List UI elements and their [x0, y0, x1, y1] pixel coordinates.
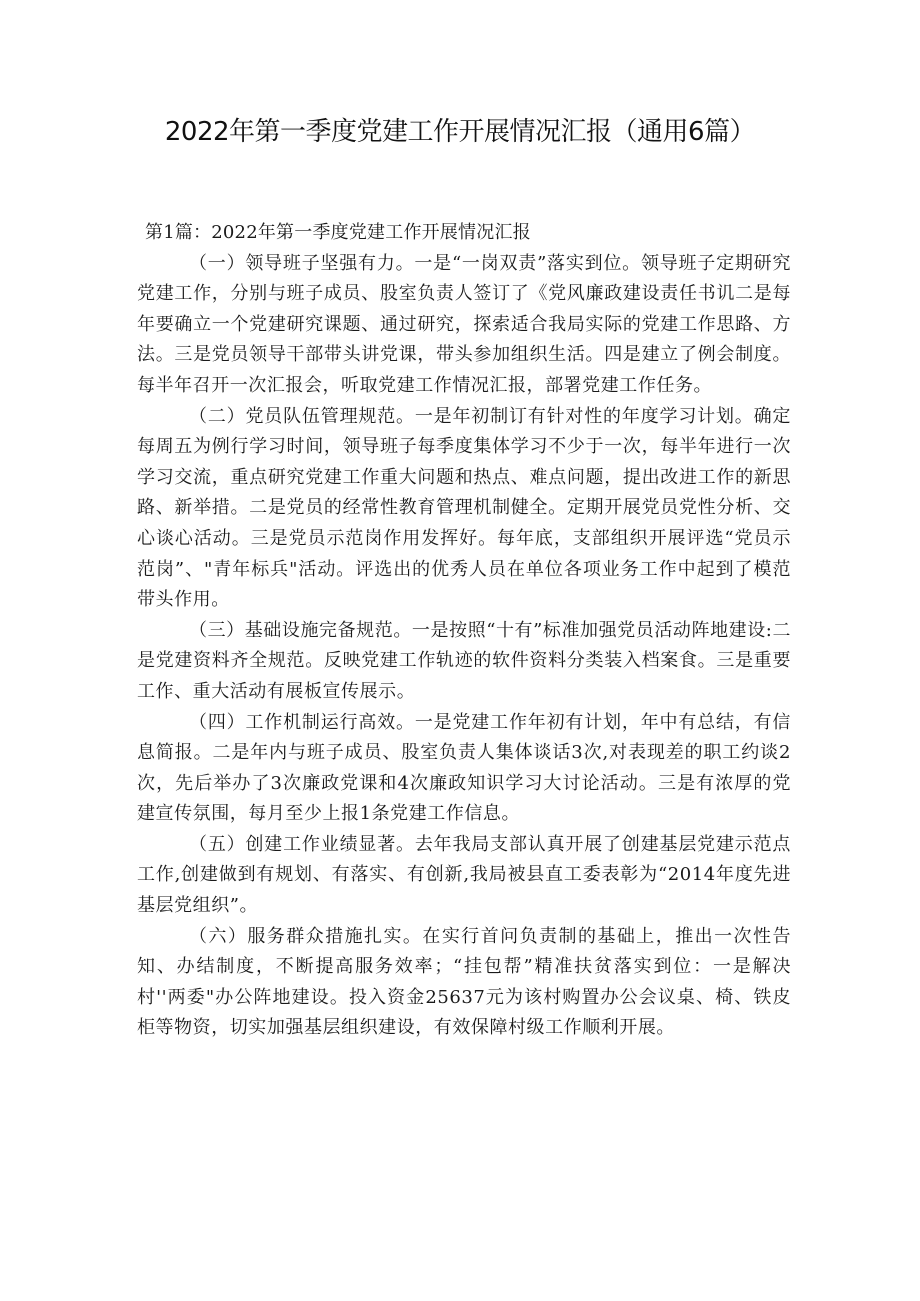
paragraph-work-mechanism: （四）工作机制运行高效。一是党建工作年初有计划，年中有总结，有信息简报。二是年内与班子成员、股室负责人集体谈话3次,对表现差的职工约谈2次，先后举办了3次廉政党课和4次廉政知识学习大讨论活动。三是有浓厚的党建宣传氛围，每月至少上报1条党建工作信息。	[137, 711, 791, 825]
paragraph-member-management: （二）党员队伍管理规范。一是年初制订有针对性的年度学习计划。确定每周五为例行学习时间，领导班子每季度集体学习不少于一次，每半年进行一次学习交流，重点研究党建工作重大问题和热点、难点问题，提出改进工作的新思路、新举措。二是党员的经常性教育管理机制健全。定期开展党员党性分析、交心谈心活动。三是党员示范岗作用发挥好。每年底，支部组织开展评选“党员示范岗”、"青年标兵"活动。评选出的优秀人员在单位各项业务工作中起到了模范带头作用。	[137, 405, 791, 611]
section-heading: 第1篇：2022年第一季度党建工作开展情况汇报	[145, 222, 531, 243]
paragraph-infrastructure: （三）基础设施完备规范。一是按照“十有”标准加强党员活动阵地建设:二是党建资料齐全规范。反映党建工作轨迹的软件资料分类装入档案食。三是重要工作、重大活动有展板宣传展示。	[137, 619, 791, 702]
document-body	[137, 218, 791, 1044]
paragraph-leadership: （一）领导班子坚强有力。一是“一岗双责”落实到位。领导班子定期研究党建工作，分别与班子成员、股室负责人签订了《党风廉政建设责任书讥二是每年要确立一个党建研究课题、通过研究，探索适合我局实际的党建工作思路、方法。三是党员领导干部带头讲党课，带头参加组织生活。四是建立了例会制度。每半年召开一次汇报会，听取党建工作情况汇报，部署党建工作任务。	[137, 252, 791, 396]
paragraph-achievements: （五）创建工作业绩显著。去年我局支部认真开展了创建基层党建示范点工作,创建做到有规划、有落实、有创新,我局被县直工委表彰为“2014年度先进基层党组织”。	[137, 833, 791, 917]
paragraph-public-service: （六）服务群众措施扎实。在实行首问负责制的基础上，推出一次性告知、办结制度，不断提高服务效率；“挂包帮”精准扶贫落实到位：一是解决村''两委"办公阵地建设。投入资金25637元为该村购置办公会议桌、椅、铁皮柜等物资，切实加强基层组织建设，有效保障村级工作顺利开展。	[137, 925, 791, 1039]
document-title: 2022年第一季度党建工作开展情况汇报（通用6篇）	[164, 117, 756, 147]
